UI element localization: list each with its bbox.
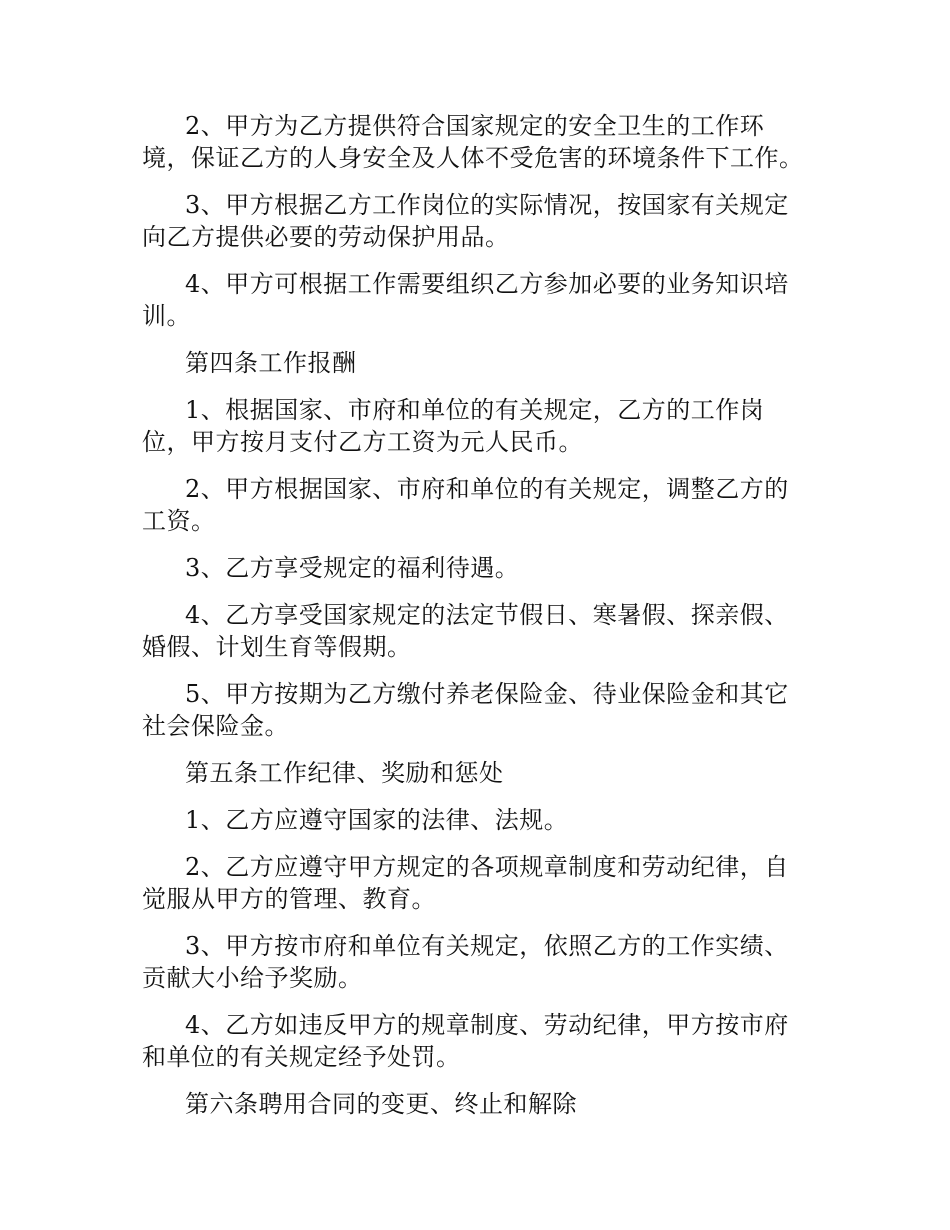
paragraph: 2、乙方应遵守甲方规定的各项规章制度和劳动纪律，自觉服从甲方的管理、教育。 bbox=[142, 853, 789, 913]
paragraph: 5、甲方按期为乙方缴付养老保险金、待业保险金和其它社会保险金。 bbox=[142, 680, 789, 740]
paragraph: 1、根据国家、市府和单位的有关规定，乙方的工作岗位，甲方按月支付乙方工资为元人民币。 bbox=[142, 396, 765, 456]
section-heading: 第四条工作报酬 bbox=[185, 349, 357, 377]
paragraph: 2、甲方根据国家、市府和单位的有关规定，调整乙方的工资。 bbox=[142, 475, 789, 535]
document-page bbox=[142, 110, 807, 1135]
section-heading: 第六条聘用合同的变更、终止和解除 bbox=[185, 1090, 577, 1118]
paragraph: 2、甲方为乙方提供符合国家规定的安全卫生的工作环境，保证乙方的人身安全及人体不受危害的环境条件下工作。 bbox=[142, 112, 804, 172]
paragraph: 3、乙方享受规定的福利待遇。 bbox=[185, 554, 520, 582]
paragraph: 3、甲方按市府和单位有关规定，依照乙方的工作实绩、贡献大小给予奖励。 bbox=[142, 932, 789, 992]
paragraph: 3、甲方根据乙方工作岗位的实际情况，按国家有关规定向乙方提供必要的劳动保护用品。 bbox=[142, 191, 789, 251]
paragraph: 4、甲方可根据工作需要组织乙方参加必要的业务知识培训。 bbox=[142, 270, 789, 330]
section-heading: 第五条工作纪律、奖励和惩处 bbox=[185, 759, 504, 787]
paragraph: 4、乙方如违反甲方的规章制度、劳动纪律，甲方按市府和单位的有关规定经予处罚。 bbox=[142, 1011, 789, 1071]
paragraph: 4、乙方享受国家规定的法定节假日、寒暑假、探亲假、婚假、计划生育等假期。 bbox=[142, 601, 789, 661]
paragraph: 1、乙方应遵守国家的法律、法规。 bbox=[185, 806, 569, 834]
